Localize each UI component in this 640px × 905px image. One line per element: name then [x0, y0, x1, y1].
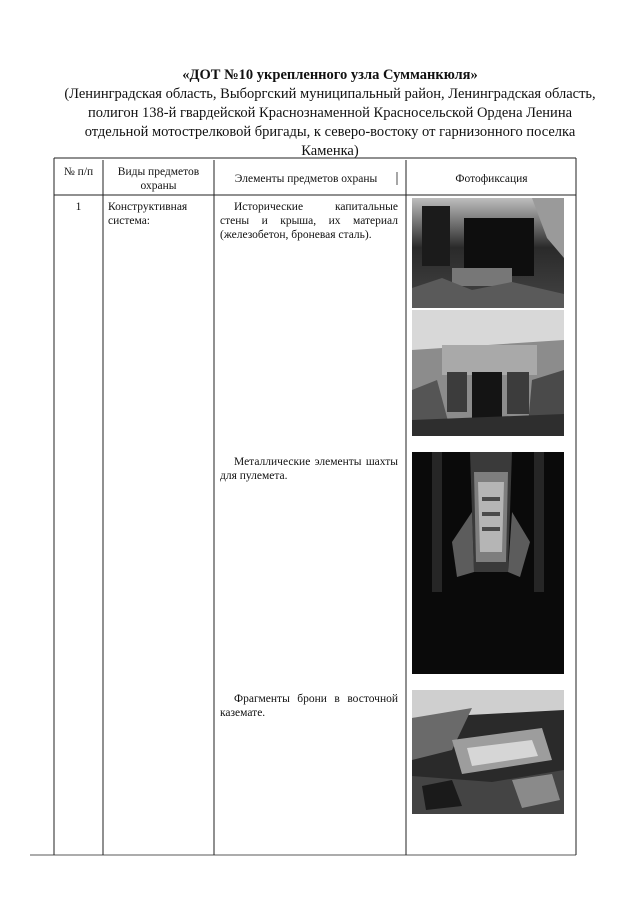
header-elements: Элементы предметов охраны	[234, 173, 378, 185]
row-type: Конструктивная система:	[108, 201, 188, 227]
title-main: «ДОТ №10 укрепленного узла Сумманкюля»	[182, 67, 478, 83]
header-number: № п/п	[63, 166, 94, 178]
header-types: Виды предметов охраны	[117, 166, 200, 192]
element-armor: Фрагменты брони в восточной каземате.	[220, 693, 398, 719]
title-subtitle: (Ленинградская область, Выборгский муниципальный район, Ленинградская область, полигон 138-й гвардейской Краснознаменной Красносельской Ордена Ленина отдельной мотострелковой бригады, к северо-востоку от гарнизонного поселка Каменка)	[64, 86, 596, 159]
photo-shaft	[412, 452, 564, 674]
photo-wall-2	[412, 310, 564, 436]
element-shaft: Металлические элементы шахты для пулемета.	[220, 456, 398, 482]
header-photo: Фотофиксация	[455, 173, 528, 185]
document-title	[60, 66, 600, 161]
photo-armor	[412, 690, 564, 814]
photo-wall-1	[412, 198, 564, 308]
row-number: 1	[75, 201, 82, 213]
element-walls: Исторические капитальные стены и крыша, их материал (железобетон, броневая сталь).	[220, 201, 398, 241]
